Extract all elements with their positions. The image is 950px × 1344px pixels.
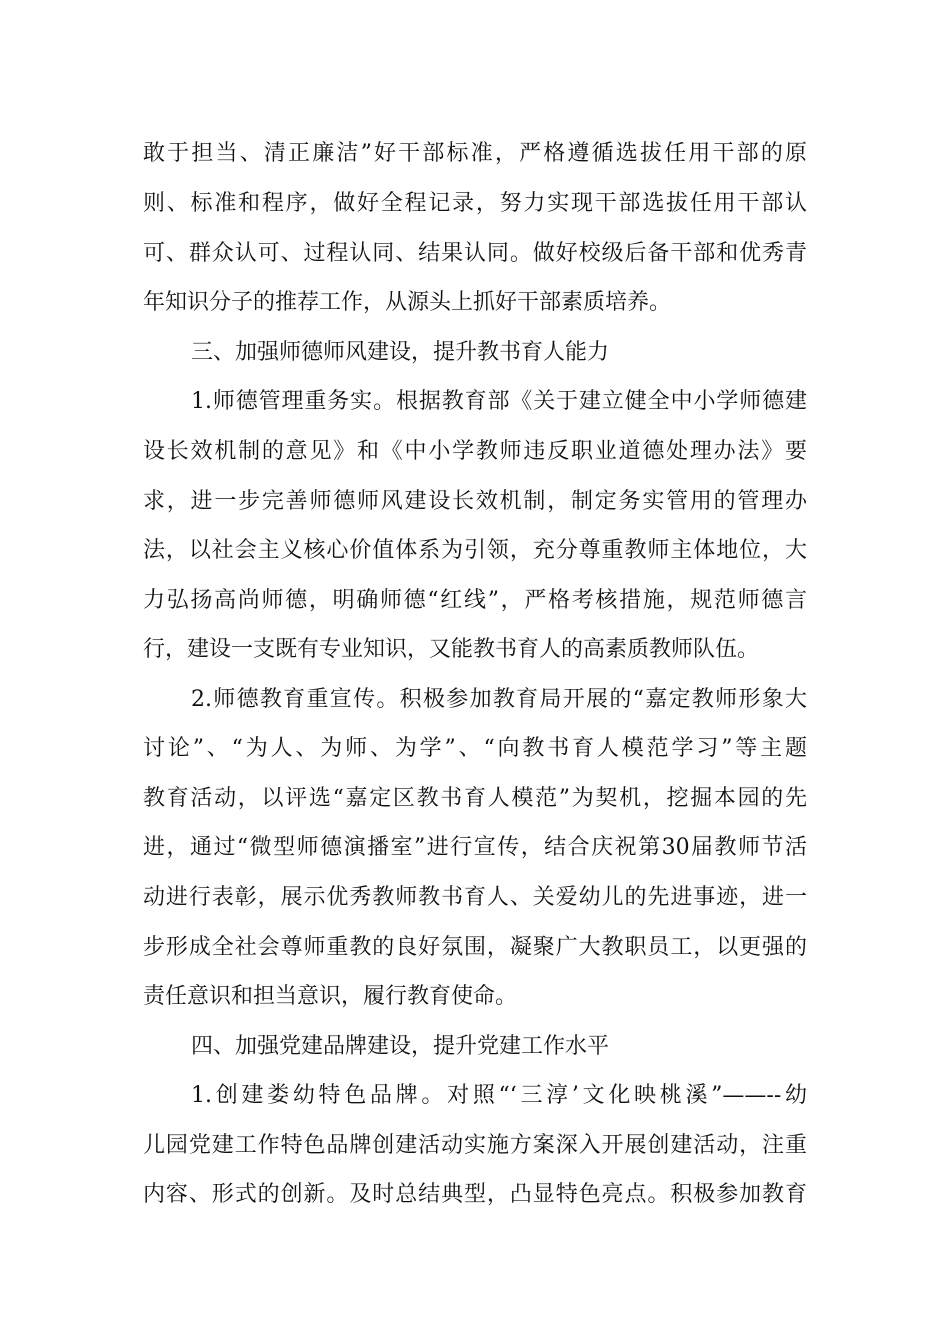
paragraph-line: 进，通过“微型师德演播室”进行宣传，结合庆祝第30届教师节活 xyxy=(143,835,807,860)
paragraph-line: 敢于担当、清正廉洁”好干部标准，严格遵循选拔任用干部的原 xyxy=(143,141,807,166)
section-heading: 四、加强党建品牌建设，提升党建工作水平 xyxy=(191,1034,610,1059)
paragraph-line: 设长效机制的意见》和《中小学教师违反职业道德处理办法》要 xyxy=(143,439,807,464)
paragraph-line: 教育活动，以评选“嘉定区教书育人模范”为契机，挖掘本园的先 xyxy=(143,786,807,811)
paragraph-line: 2.师德教育重宣传。积极参加教育局开展的“嘉定教师形象大 xyxy=(191,687,807,712)
paragraph-line: 年知识分子的推荐工作，从源头上抓好干部素质培养。 xyxy=(143,290,672,315)
paragraph-line: 1.创建娄幼特色品牌。对照“‘三淳’文化映桃溪”——--幼 xyxy=(191,1083,807,1108)
paragraph-line: 求，进一步完善师德师风建设长效机制，制定务实管用的管理办 xyxy=(143,489,807,514)
paragraph-line: 1.师德管理重务实。根据教育部《关于建立健全中小学师德建 xyxy=(191,389,807,414)
paragraph-line: 儿园党建工作特色品牌创建活动实施方案深入开展创建活动，注重 xyxy=(143,1133,807,1158)
paragraph-line: 法，以社会主义核心价值体系为引领，充分尊重教师主体地位，大 xyxy=(143,538,807,563)
paragraph-line: 内容、形式的创新。及时总结典型，凸显特色亮点。积极参加教育 xyxy=(143,1182,807,1207)
paragraph-line: 行，建设一支既有专业知识，又能教书育人的高素质教师队伍。 xyxy=(143,637,760,662)
section-heading: 三、加强师德师风建设，提升教书育人能力 xyxy=(191,340,610,365)
paragraph-line: 步形成全社会尊师重教的良好氛围，凝聚广大教职员工，以更强的 xyxy=(143,935,807,960)
paragraph-line: 责任意识和担当意识，履行教育使命。 xyxy=(143,984,518,1009)
paragraph-line: 可、群众认可、过程认同、结果认同。做好校级后备干部和优秀青 xyxy=(143,241,807,266)
paragraph-line: 动进行表彰，展示优秀教师教书育人、关爱幼儿的先进事迹，进一 xyxy=(143,885,807,910)
paragraph-line: 力弘扬高尚师德，明确师德“红线”，严格考核措施，规范师德言 xyxy=(143,588,807,613)
paragraph-line: 则、标准和程序，做好全程记录，努力实现干部选拔任用干部认 xyxy=(143,191,807,216)
paragraph-line: 讨论”、“为人、为师、为学”、“向教书育人模范学习”等主题 xyxy=(143,736,807,761)
